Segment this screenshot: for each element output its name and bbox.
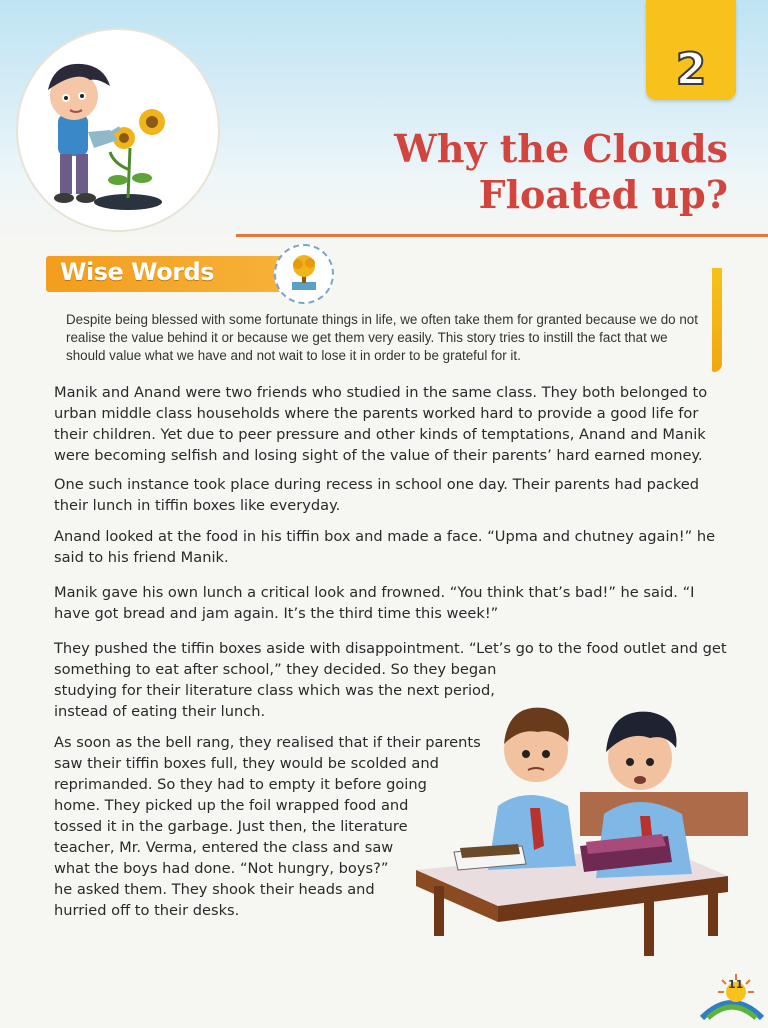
story-paragraph-6-line: As soon as the bell rang, they realised that if their parents <box>54 734 481 751</box>
wise-words-side-bar <box>712 268 722 372</box>
page-number: 11 <box>728 978 744 991</box>
story-paragraph-1: Manik and Anand were two friends who studied in the same class. They both belonged to urban middle class households where the parents worked hard to provide a good life for their children. Yet due to peer pressure and other kinds of temptations, Anand and Manik were becoming selfish and losing sight of the value of their parents’ hard earned money. <box>54 384 708 464</box>
story-paragraph-5-line-1: They pushed the tiffin boxes aside with disappointment. “Let’s go to the food outlet and get <box>54 640 727 657</box>
story-paragraph-2: One such instance took place during recess in school one day. Their parents had packed their lunch in tiffin boxes like everyday. <box>54 476 699 514</box>
wise-words-heading: Wise Words <box>60 258 215 286</box>
story-paragraph-6-line: hurried off to their desks. <box>54 902 240 919</box>
story-paragraph-6-line: teacher, Mr. Verma, entered the class and saw <box>54 839 394 856</box>
story-paragraph-6-line: tossed it in the garbage. Just then, the literature <box>54 818 408 835</box>
title-divider <box>236 234 768 237</box>
story-paragraph-6-line: home. They picked up the foil wrapped food and <box>54 797 409 814</box>
chapter-number-badge <box>646 0 736 100</box>
story-paragraph-4: Manik gave his own lunch a critical look and frowned. “You think that’s bad!” he said. “I have got bread and jam again. It’s the third time this week!” <box>54 584 695 622</box>
story-paragraph-5-line-2: something to eat after school,” they decided. So they began <box>54 661 497 678</box>
story-paragraph-6-line: reprimanded. So they had to empty it before going <box>54 776 427 793</box>
story-paragraph-5-line-3: studying for their literature class which was the next period, <box>54 682 495 699</box>
wise-words-banner <box>46 256 310 292</box>
story-paragraph-6-line: what the boys had done. “Not hungry, boys?” <box>54 860 389 877</box>
chapter-title-line-1: Why the Clouds <box>394 126 728 171</box>
page-number-badge <box>696 968 768 1024</box>
chapter-title-line-2: Floated up? <box>478 172 728 217</box>
story-paragraph-6-line: he asked them. They shook their heads and <box>54 881 375 898</box>
story-paragraph-5-line-4: instead of eating their lunch. <box>54 703 266 720</box>
chapter-title <box>394 126 728 218</box>
boy-watering-plant-illustration <box>18 30 218 230</box>
wise-words-paragraph: Despite being blessed with some fortunate things in life, we often take them for granted because we do not realise the value behind it or because we get them very easily. This story tries to instill the fact that we should value what we have and not wait to lose it in order to be grateful for it. <box>66 312 698 364</box>
chapter-number: 2 <box>675 44 707 95</box>
story-paragraph-6-line: saw their tiffin boxes full, they would be scolded and <box>54 755 439 772</box>
rainbow-sun-icon <box>696 968 768 1024</box>
boys-at-desk-illustration <box>408 686 760 970</box>
tree-on-book-icon <box>274 244 334 304</box>
story-paragraph-3: Anand looked at the food in his tiffin box and made a face. “Upma and chutney again!” he said to his friend Manik. <box>54 528 716 566</box>
boy-watering-plant-icon <box>18 30 218 230</box>
